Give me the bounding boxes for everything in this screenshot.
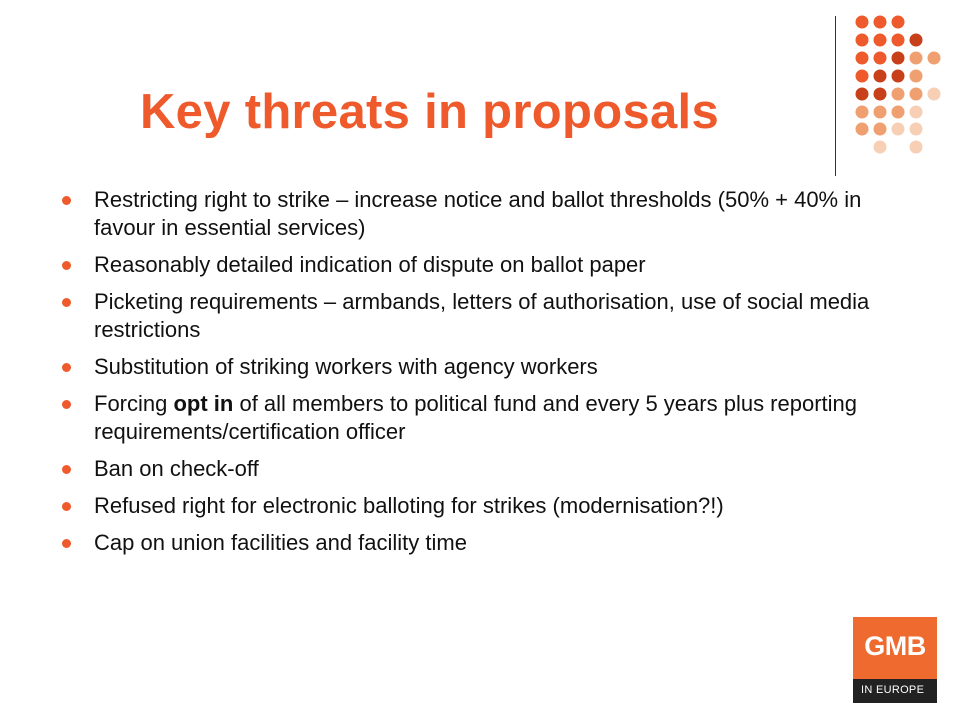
bullet-dot-icon [62,400,71,409]
bullet-item [62,288,902,344]
decorative-dot-grid [0,0,960,200]
bullet-text: Reasonably detailed indication of dispute on ballot paper [94,252,646,277]
decorative-dot [874,141,887,154]
bullet-text: Refused right for electronic balloting for strikes (modernisation?!) [94,493,724,518]
decorative-dot [856,106,869,119]
bullet-dot-icon [62,196,71,205]
bullet-item [62,455,902,483]
bullet-dot-icon [62,363,71,372]
bullet-dot-icon [62,502,71,511]
decorative-dot [892,88,905,101]
bullet-text: Forcing [94,391,174,416]
decorative-dot [892,34,905,47]
decorative-dot [910,106,923,119]
decorative-dot [874,106,887,119]
decorative-dot [892,106,905,119]
bullet-text: of all members to political fund and every 5 years plus reporting requirements/certification officer [94,391,858,444]
decorative-dot [928,88,941,101]
decorative-dot [892,70,905,83]
decorative-dot [874,34,887,47]
decorative-dot [910,70,923,83]
bullet-text: Ban on check-off [94,456,259,481]
decorative-dot [856,52,869,65]
decorative-dot [910,52,923,65]
bullet-item [62,186,902,242]
decorative-dot [892,123,905,136]
decorative-dot [910,88,923,101]
decorative-dot [910,34,923,47]
bullet-item [62,529,902,557]
bullet-item [62,251,902,279]
bullet-text: Substitution of striking workers with agency workers [94,354,598,379]
bullet-text: Picketing requirements – armbands, letters of authorisation, use of social media restrictions [94,289,870,342]
decorative-dot [874,16,887,29]
decorative-dot [856,70,869,83]
bullet-text: Cap on union facilities and facility time [94,530,467,555]
decorative-dot [874,52,887,65]
decorative-dot [856,16,869,29]
decorative-dot [928,52,941,65]
gmb-logo [853,617,937,703]
bullet-item [62,390,902,446]
decorative-dot [892,52,905,65]
bullet-dot-icon [62,298,71,307]
bullet-item [62,492,902,520]
decorative-dot [892,16,905,29]
decorative-dot [874,123,887,136]
decorative-dot [910,123,923,136]
bullet-dot-icon [62,465,71,474]
slide-title: Key threats in proposals [140,85,720,139]
bullet-text: Restricting right to strike – increase notice and ballot thresholds (50% + 40% in favour in essential services) [94,187,862,240]
logo-sub-text: IN EUROPE [861,684,925,696]
decorative-dot [856,34,869,47]
decorative-dot [856,88,869,101]
bullet-text-bold: opt in [173,391,234,416]
decorative-dot [910,141,923,154]
bullet-dot-icon [62,539,71,548]
bullet-dot-icon [62,261,71,270]
logo-main-text: GMB [864,631,926,661]
bullet-item [62,353,902,381]
bullet-list [62,186,902,566]
decorative-dot [874,70,887,83]
decorative-dot [856,123,869,136]
decorative-dot [874,88,887,101]
